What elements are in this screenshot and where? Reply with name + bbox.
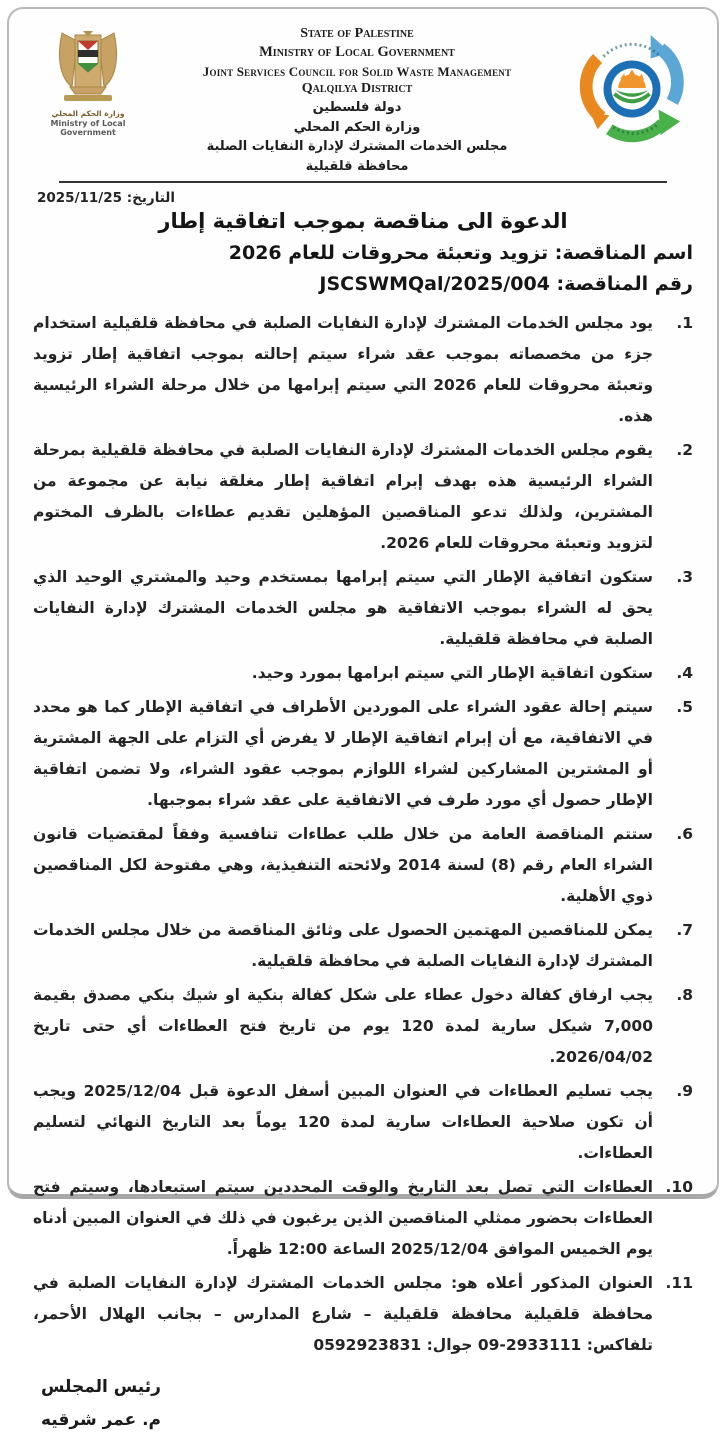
item-text: سيتم إحالة عقود الشراء على الموردين الأطراف في اتفاقية الإطار كما هو محدد في الاتفاقية، مع أن إبرام اتفاقية الإطار لا يفرض أي التزام على الجهة المشترية أو المشترين المشاركين لشراء اللوازم بموجب عقود الشراء، ولا تضمن اتفاقية الإطار حصول أي مورد طرف في الاتفاقية على عقد شراء بموجبها.: [33, 698, 653, 810]
header-english-line-2: Ministry of Local Government: [259, 44, 455, 61]
council-logo-block: [571, 23, 693, 149]
header-english-line-4: Qalqilya District: [301, 80, 413, 96]
item-text: العنوان المذكور أعلاه هو: مجلس الخدمات المشترك لإدارة النفايات الصلبة في محافظة قلقيلية محافظة قلقيلية – شارع المدارس – بجانب الهلال الأحمر، تلفاكس: 2933111-09 جوال: 0592923831: [33, 1274, 653, 1355]
list-item: [33, 308, 693, 432]
item-number: 9.: [676, 1082, 693, 1101]
signature-name: م. عمر شرقيه: [41, 1409, 162, 1430]
item-number: 11.: [665, 1274, 693, 1293]
item-text: يقوم مجلس الخدمات المشترك لإدارة النفايات الصلبة في محافظة قلقيلية بمرحلة الشراء الرئيسية هذه بهدف إبرام اتفاقية إطار مغلقة نيابة عن مجموعة من المشترين، ولذلك تدعو المناقصين المؤهلين تقديم عطاءات بالظرف المختوم لتزويد وتعبئة محروقات للعام 2026.: [33, 441, 653, 553]
letterhead-text: [143, 23, 571, 176]
item-text: ستكون اتفاقية الإطار التي سيتم ابرامها بمورد وحيد.: [251, 664, 653, 683]
item-number: 2.: [676, 441, 693, 460]
list-item: [33, 1076, 693, 1169]
item-number: 7.: [676, 921, 693, 940]
header-english-line-1: State of Palestine: [300, 26, 414, 41]
header-arabic-line-3: مجلس الخدمات المشترك لإدارة النفايات الصلبة: [206, 139, 508, 155]
ministry-logo-block: [33, 23, 143, 137]
item-text: يجب تسليم العطاءات في العنوان المبين أسفل الدعوة قبل 2025/12/04 ويجب أن تكون صلاحية العطاءات سارية لمدة 120 يوماً بعد التاريخ النهائي لتسليم العطاءات.: [33, 1082, 654, 1163]
signature-block: [33, 1371, 693, 1436]
item-number: 10.: [665, 1178, 693, 1197]
clauses-list: [33, 308, 693, 1361]
ministry-logo-caption-ar: وزارة الحكم المحلي: [51, 109, 125, 118]
list-item: [33, 435, 693, 559]
date-label: التاريخ:: [126, 190, 175, 207]
list-item: [33, 692, 693, 816]
header-arabic-line-1: دولة فلسطين: [312, 100, 402, 116]
tender-number-value: JSCSWMQal/2025/004: [319, 273, 550, 296]
item-number: 3.: [676, 568, 693, 587]
item-number: 6.: [676, 825, 693, 844]
list-item: [33, 562, 693, 655]
palestine-emblem-icon: [50, 88, 126, 107]
list-item: [33, 1172, 693, 1265]
header-english-line-3: Joint Services Council for Solid Waste Management: [202, 63, 512, 79]
item-text: يود مجلس الخدمات المشترك لإدارة النفايات الصلبة في محافظة قلقيلية استخدام جزء من مخصصاته بموجب عقد شراء سيتم إحالته بموجب اتفاقية إطار تزويد وتعبئة محروقات للعام 2026 التي سيتم إبرامها من خلال مرحلة الشراء الرئيسية هذه.: [33, 314, 653, 426]
header-divider: [59, 181, 667, 183]
ministry-logo-caption-en: Ministry of Local Government: [50, 119, 126, 138]
item-number: 1.: [676, 314, 693, 333]
council-recycle-logo-icon: [574, 130, 690, 149]
header-arabic-line-2: وزارة الحكم المحلي: [293, 119, 421, 135]
list-item: [33, 915, 693, 977]
date-value: 2025/11/25: [37, 190, 123, 207]
item-number: 4.: [676, 664, 693, 683]
item-text: ستتم المناقصة العامة من خلال طلب عطاءات تنافسية وفقاً لمقتضيات قانون الشراء العام رقم (8) لسنة 2014 ولائحته التنفيذية، وهي مفتوحة لكل المناقصين ذوي الأهلية.: [33, 825, 653, 906]
list-item: [33, 1268, 693, 1361]
item-text: يجب ارفاق كفالة دخول عطاء على شكل كفالة بنكية او شيك بنكي مصدق بقيمة 7,000 شيكل سارية لمدة 120 يوم من تاريخ فتح العطاءات أي حتى تاريخ 2026/04/02.: [33, 986, 653, 1067]
tender-name-line: اسم المناقصة: تزويد وتعبئة محروقات للعام 2026: [228, 242, 693, 265]
item-text: يمكن للمناقصين المهتمين الحصول على وثائق المناقصة من خلال مجلس الخدمات المشترك لإدارة النفايات الصلبة في محافظة قلقيلية.: [33, 921, 653, 971]
header-arabic-line-4: محافظة قلقيلية: [305, 158, 409, 174]
list-item: [33, 819, 693, 912]
item-number: 8.: [676, 986, 693, 1005]
letterhead: [33, 23, 693, 176]
item-number: 5.: [676, 698, 693, 717]
tender-number-label: رقم المناقصة:: [556, 273, 693, 296]
item-text: العطاءات التي تصل بعد التاريخ والوقت المحددين سيتم استبعادها، وسيتم فتح العطاءات بحضور ممثلي المناقصين الذين يرغبون في ذلك في العنوان المبين أدناه يوم الخميس الموافق 2025/12/04 الساعة 12:00 ظهراً.: [33, 1178, 653, 1259]
date-line: [37, 190, 689, 206]
list-item: [33, 658, 693, 689]
document-page: [7, 7, 719, 1430]
signature-title: رئيس المجلس: [41, 1377, 161, 1398]
list-item: [33, 980, 693, 1073]
invitation-title: الدعوة الى مناقصة بموجب اتفاقية إطار: [158, 209, 568, 234]
tender-number-line: [33, 273, 693, 295]
item-text: ستكون اتفاقية الإطار التي سيتم إبرامها بمستخدم وحيد والمشتري الوحيد الذي يحق له الشراء بموجب الاتفاقية هو مجلس الخدمات المشترك لإدارة النفايات الصلبة في محافظة قلقيلية.: [33, 568, 653, 649]
